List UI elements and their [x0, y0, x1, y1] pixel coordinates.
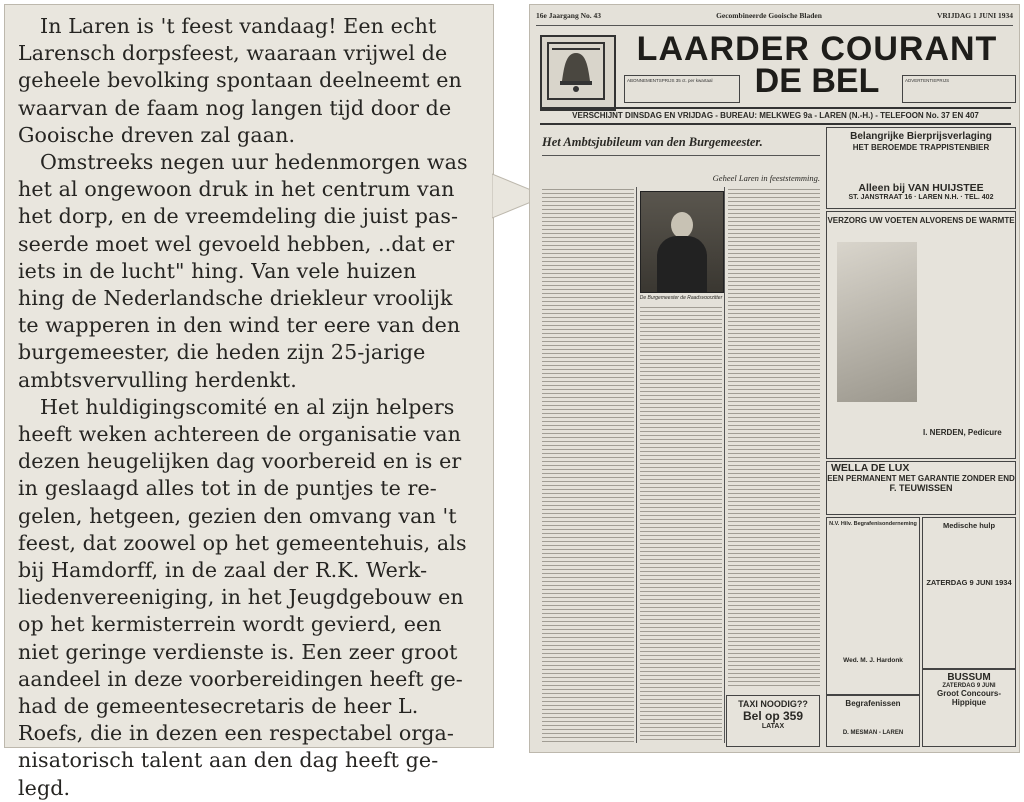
ad-feet	[826, 211, 1016, 459]
headline-rule	[542, 155, 820, 156]
issue-date: VRIJDAG 1 JUNI 1934	[936, 11, 1013, 20]
ad-begrafenissen	[826, 695, 920, 747]
ad-beer	[826, 127, 1016, 209]
article-headline: Het Ambtsjubileum van den Burgemeester.	[542, 135, 763, 149]
issue-number: 16e Jaargang No. 43	[536, 11, 601, 20]
ad-feet-illustration	[837, 242, 917, 402]
article-subheadline: Geheel Laren in feeststemming.	[712, 173, 820, 183]
ad-taxi-line3: LATAX	[761, 723, 785, 730]
ad-taxi	[726, 695, 820, 747]
ad-wella	[826, 461, 1016, 515]
ad-taxi-line1: TAXI NOODIG??	[738, 699, 808, 709]
text-column-3	[728, 187, 820, 687]
ad-medical	[922, 517, 1016, 669]
publisher: Gecombineerde Gooische Bladen	[716, 11, 822, 20]
ad-feet-line2: I. NERDEN, Pedicure	[923, 428, 1002, 437]
bell-icon	[542, 37, 610, 105]
subscription-box: ABONNEMENTSPRIJS 35 ct. per kwartaal	[624, 75, 740, 103]
ad-begrafenissen-line1: Begrafenissen	[845, 699, 901, 708]
bell-logo	[540, 35, 616, 111]
photo-body	[657, 236, 707, 292]
ad-begrafenis-line2: Wed. M. J. Hardonk	[843, 657, 903, 664]
ad-wella-line2: EEN PERMANENT MET GARANTIE ZONDER END	[827, 474, 1015, 483]
masthead-title: LAARDER COURANT	[636, 30, 998, 68]
photo-face	[671, 212, 693, 238]
zoom-paragraph-3: Het huldigingscomité en al zijn helpers heeft weken achtereen de organisatie van dezen heugelijken dag voorbereid en is er in geslaagd alles tot in de puntjes te re- gelen, hetgeen, gezien den omvang van 't feest, dat zoowel op het gemeentehuis, als bij Hamdorff, in de zaal der R.K. Werk- liedenvereeniging, in het Jeugdgebouw en op het kermisterrein wordt gevierd, een niet geringe verdienste is. Een zeer groot aandeel in deze voorbereidingen heeft ge- had de gemeentesecretaris de heer L. Roefs, die in dezen een respectabel orga- nisatorisch talent aan den dag heeft ge- legd.	[18, 394, 467, 800]
newspaper-page	[529, 4, 1020, 753]
zoom-paragraph-2: Omstreeks negen uur hedenmorgen was het al ongewoon druk in het centrum van het dorp, en de vreemdeling die juist pas- seerde moet wel gevoeld hebben, ..dat er iets in de lucht" hing. Van vele huizen hing de Nederlandsche driekleur vroolijk te wapperen in den wind ter eere van den burgemeester, die heden zijn 25-jarige ambtsvervulling herdenkt.	[18, 150, 468, 392]
ad-begrafenis	[826, 517, 920, 695]
mayor-photo	[640, 191, 724, 293]
column-divider	[636, 187, 637, 743]
column-divider	[724, 187, 725, 743]
ad-medical-line1: Medische hulp	[942, 521, 996, 530]
ad-bussum-line2: ZATERDAG 9 JUNI	[942, 683, 996, 689]
ad-beer-line2: HET BEROEMDE TRAPPISTENBIER	[852, 143, 990, 152]
ad-beer-line4: ST. JANSTRAAT 16 · LAREN N.H. · TEL. 402	[848, 194, 994, 201]
text-column-1	[542, 187, 634, 743]
ad-wella-line3: F. TEUWISSEN	[889, 483, 953, 493]
photo-caption: De Burgemeester de Raadsvoorzitter	[639, 295, 723, 301]
text-column-2	[640, 305, 722, 743]
ad-bussum-line3: Groot Concours-Hippique	[937, 689, 1001, 707]
ad-bussum	[922, 669, 1016, 747]
ad-taxi-line2: Bel op 359	[742, 709, 804, 723]
zoom-paragraph-1: In Laren is 't feest vandaag! Een echt Larensch dorpsfeest, waaraan vrijwel de geheele bevolking spontaan deelneemt en waarvan de faam nog langen tijd door de Gooische dreven zal gaan.	[18, 14, 462, 147]
masthead-subtitle: DE BEL	[754, 62, 880, 100]
ad-wella-line1: WELLA DE LUX	[831, 462, 910, 474]
ad-begrafenissen-line2: D. MESMAN - LAREN	[842, 730, 904, 736]
ad-beer-line3: Alleen bij VAN HUIJSTEE	[858, 182, 984, 194]
ad-medical-line2: ZATERDAG 9 JUNI 1934	[926, 578, 1012, 587]
ad-beer-line1: Belangrijke Bierprijsverlaging	[850, 131, 992, 142]
ad-begrafenis-line1: N.V. Hilv. Begrafenisonderneming	[829, 521, 917, 527]
advertising-box: ADVERTENTIEPRIJS	[902, 75, 1016, 103]
zoomed-article-excerpt	[4, 4, 494, 800]
ad-feet-line1: VERZORG UW VOETEN ALVORENS DE WARMTE	[827, 216, 1015, 225]
publication-info-bar: VERSCHIJNT DINSDAG EN VRIJDAG - BUREAU: MELKWEG 9a - LAREN (N.-H.) - TELEFOON No. 37 EN 407	[540, 107, 1011, 125]
ad-bussum-line1: BUSSUM	[947, 672, 991, 683]
newspaper-topline	[536, 11, 1013, 26]
